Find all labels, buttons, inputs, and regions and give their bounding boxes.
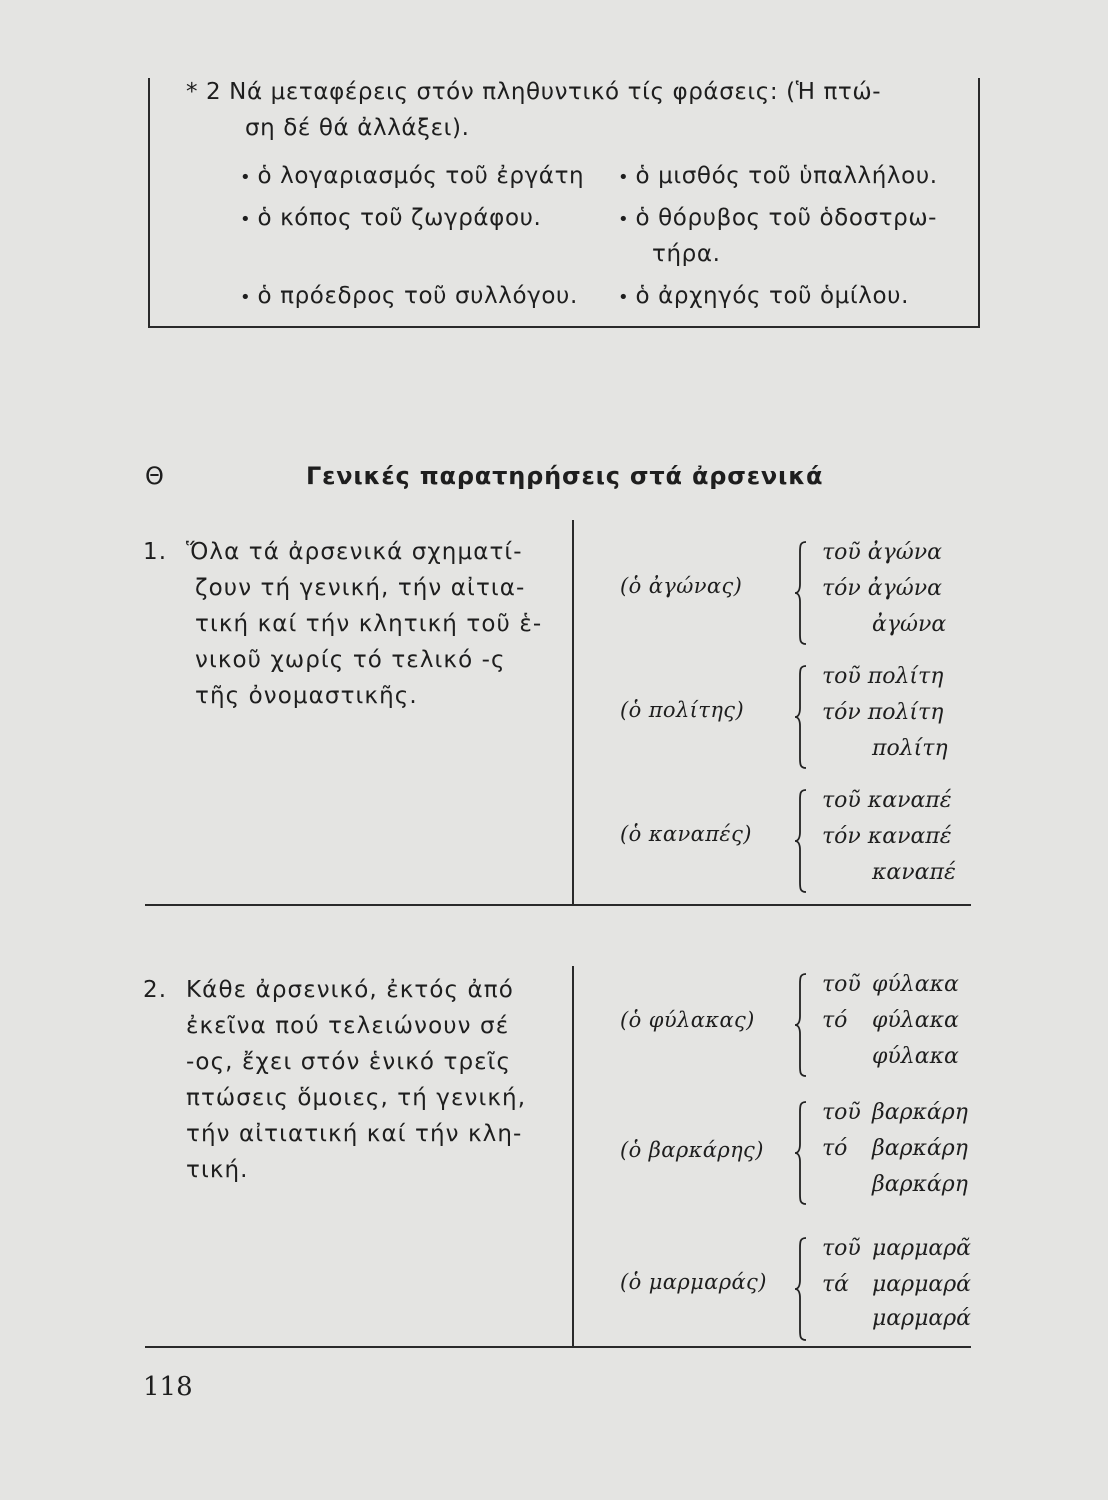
- rule-text-line: Κάθε ἀρσενικό, ἐκτός ἀπό: [186, 977, 514, 1003]
- exercise-instruction-line2: ση δέ θά ἀλλάξει).: [245, 115, 470, 141]
- exercise-item: • ὁ πρόεδρος τοῦ συλλόγου.: [240, 278, 578, 316]
- rule-text-line: πτώσεις ὅμοιες, τή γενική,: [186, 1085, 527, 1111]
- exercise-item: • ὁ λογαριασμός τοῦ ἐργάτη: [240, 158, 584, 196]
- exercise-item: • ὁ μισθός τοῦ ὑπαλλήλου.: [618, 158, 938, 196]
- rule-number: 1.: [143, 539, 168, 565]
- exercise-item: • ὁ ἀρχηγός τοῦ ὁμίλου.: [618, 278, 909, 316]
- nominative-form: (ὁ μαρμαράς): [620, 1270, 767, 1294]
- rule-text-line: τική.: [186, 1157, 249, 1183]
- nominative-form: (ὁ πολίτης): [620, 698, 745, 722]
- rule-text-line: ἐκεῖνα πού τελειώνουν σέ: [186, 1013, 510, 1039]
- rule-text-line: ζουν τή γενική, τήν αἰτια-: [195, 575, 526, 601]
- brace-icon: [794, 1100, 810, 1206]
- declension-form: τόν καναπέ: [822, 824, 952, 849]
- declension-word: μαρμαρᾶ: [872, 1236, 972, 1261]
- exercise-item: • ὁ θόρυβος τοῦ ὁδοστρω-: [618, 200, 937, 238]
- declension-article: τό: [822, 1008, 848, 1033]
- declension-word: φύλακα: [872, 1044, 959, 1069]
- declension-word: φύλακα: [872, 1008, 959, 1033]
- nominative-form: (ὁ φύλακας): [620, 1008, 755, 1032]
- section-letter: Θ: [145, 462, 164, 490]
- declension-word: μαρμαρά: [872, 1272, 972, 1297]
- brace-icon: [794, 972, 810, 1078]
- nominative-form: (ὁ βαρκάρης): [620, 1138, 764, 1162]
- section-title: Γενικές παρατηρήσεις στά ἀρσενικά: [306, 462, 824, 490]
- exercise-item-continuation: τήρα.: [652, 241, 721, 267]
- rule-text-line: -ος, ἔχει στόν ἑνικό τρεῖς: [186, 1049, 512, 1075]
- declension-form: τοῦ ἀγώνα: [822, 540, 942, 565]
- section-separator: [145, 904, 971, 906]
- declension-form: τοῦ πολίτη: [822, 664, 944, 689]
- declension-word: μαρμαρά: [872, 1306, 972, 1331]
- declension-word: βαρκάρη: [872, 1100, 968, 1125]
- rule-text-line: τῆς ὀνομαστικῆς.: [195, 683, 418, 709]
- rule-text-line: τήν αἰτιατική καί τήν κλη-: [186, 1121, 523, 1147]
- declension-form: τόν πολίτη: [822, 700, 944, 725]
- rule-text-line: Ὅλα τά ἀρσενικά σχηματί-: [186, 539, 523, 565]
- nominative-form: (ὁ καναπές): [620, 822, 752, 846]
- nominative-form: (ὁ ἀγώνας): [620, 574, 743, 598]
- declension-word: φύλακα: [872, 972, 959, 997]
- page-number: 118: [143, 1372, 193, 1402]
- exercise-item: • ὁ κόπος τοῦ ζωγράφου.: [240, 200, 541, 238]
- column-divider: [572, 520, 574, 906]
- declension-word: βαρκάρη: [872, 1172, 968, 1197]
- rule-text-line: τική καί τήν κλητική τοῦ ἑ-: [195, 611, 543, 637]
- declension-article: τοῦ: [822, 972, 861, 997]
- brace-icon: [794, 788, 810, 894]
- declension-form: ἀγώνα: [872, 612, 947, 637]
- exercise-instruction-line1: * 2 Νά μεταφέρεις στόν πληθυντικό τίς φράσεις: (Ἡ πτώ-: [186, 79, 882, 105]
- declension-form: καναπέ: [872, 860, 956, 885]
- declension-form: πολίτη: [872, 736, 948, 761]
- rule-text-line: νικοῦ χωρίς τό τελικό -ς: [195, 647, 506, 673]
- declension-article: τοῦ: [822, 1100, 861, 1125]
- declension-word: βαρκάρη: [872, 1136, 968, 1161]
- rule-number: 2.: [143, 977, 168, 1003]
- declension-article: τό: [822, 1136, 848, 1161]
- declension-form: τόν ἀγώνα: [822, 576, 942, 601]
- column-divider: [572, 966, 574, 1348]
- section-separator: [145, 1346, 971, 1348]
- declension-article: τά: [822, 1272, 850, 1297]
- declension-article: τοῦ: [822, 1236, 861, 1261]
- brace-icon: [794, 1236, 810, 1342]
- declension-form: τοῦ καναπέ: [822, 788, 952, 813]
- brace-icon: [794, 664, 810, 770]
- brace-icon: [794, 540, 810, 646]
